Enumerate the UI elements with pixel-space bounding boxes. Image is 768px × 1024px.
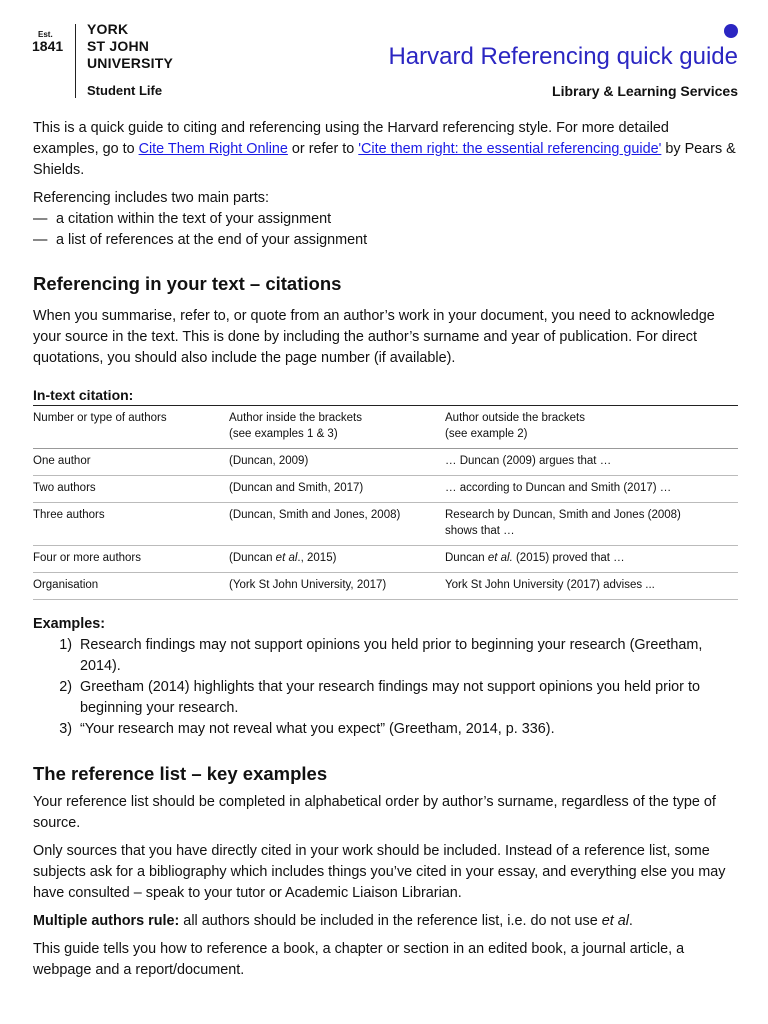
list-item — [33, 230, 738, 251]
list-item — [33, 209, 738, 230]
main-content — [33, 118, 738, 981]
intro-text-1: This is a quick guide to citing and referencing using the Harvard referencing style. For more detailed examples, go to — [33, 120, 669, 157]
col-header-text: Number or type of authors — [33, 412, 167, 424]
cell-type: Organisation — [33, 579, 99, 591]
cell-text: (2015) proved that … — [512, 552, 625, 564]
est-label: Est. — [38, 30, 53, 39]
list-item-text: a citation within the text of your assignment — [56, 211, 332, 227]
cell-inside: (York St John University, 2017) — [229, 579, 387, 591]
item-text: Greetham (2014) highlights that your research findings may not support opinions you held prior to beginning your research. — [80, 679, 700, 716]
rule-text: all authors should be included in the reference list, i.e. do not use — [179, 913, 602, 929]
cell-italic: et al — [275, 552, 298, 564]
citations-heading: Referencing in your text – citations — [33, 273, 342, 294]
table-row — [33, 573, 738, 600]
university-logo — [87, 21, 173, 72]
cell-type: One author — [33, 455, 91, 467]
cell-outside: … according to Duncan and Smith (2017) … — [445, 482, 672, 494]
col-header-text: Author outside the brackets — [445, 412, 585, 424]
table-header-row — [33, 406, 738, 449]
uni-line-2: ST JOHN — [87, 38, 150, 54]
uni-line-3: UNIVERSITY — [87, 55, 174, 71]
cell-inside: (Duncan, Smith and Jones, 2008) — [229, 509, 401, 521]
table-row — [33, 476, 738, 503]
rule-italic: et al — [601, 913, 629, 929]
cell-outside: … Duncan (2009) argues that … — [445, 455, 612, 467]
rule-end: . — [628, 913, 633, 929]
cell-text: ., 2015) — [297, 552, 337, 564]
reference-list-p1: Your reference list should be completed in alphabetical order by author’s surname, regardless of the type of source. — [33, 794, 716, 831]
examples-list — [33, 635, 738, 740]
col-header-subtext: (see examples 1 & 3) — [229, 428, 338, 440]
dash-symbol: — — [33, 232, 48, 248]
service-label: Library & Learning Services — [552, 83, 738, 99]
uni-line-1: YORK — [87, 21, 129, 37]
parts-intro: Referencing includes two main parts: — [33, 190, 269, 206]
cell-inside: (Duncan and Smith, 2017) — [229, 482, 364, 494]
examples-title: Examples: — [33, 616, 105, 632]
founding-year: 1841 — [32, 38, 64, 54]
cell-text: (Duncan — [229, 552, 276, 564]
cite-them-right-guide-link[interactable]: 'Cite them right: the essential referencing guide' — [358, 141, 662, 157]
list-item — [33, 719, 738, 740]
dash-symbol: — — [33, 211, 48, 227]
reference-list-p4: This guide tells you how to reference a book, a chapter or section in an edited book, a journal article, a webpage and a report/document. — [33, 941, 685, 978]
cell-inside — [229, 546, 445, 573]
cell-italic: et al. — [487, 552, 513, 564]
citations-body: When you summarise, refer to, or quote from an author’s work in your document, you need to acknowledge your source in the text. This is done by including the author’s surname and year of publication. For direct quotations, you should also include the page number (if available). — [33, 308, 715, 366]
intro-text-2: or refer to — [287, 141, 359, 157]
cell-outside — [445, 503, 738, 546]
student-life-label: Student Life — [87, 83, 163, 98]
item-number: 2) — [59, 679, 72, 695]
rule-label: Multiple authors rule: — [33, 913, 180, 929]
brand-dot-icon — [724, 24, 738, 38]
cell-type: Four or more authors — [33, 552, 142, 564]
item-number: 3) — [59, 721, 72, 737]
citation-table — [33, 405, 738, 600]
logo-divider — [75, 24, 76, 98]
table-row — [33, 503, 738, 546]
intro-paragraph — [33, 118, 738, 181]
col-header-text: Author inside the brackets — [229, 412, 362, 424]
table-title: In-text citation: — [33, 387, 134, 403]
reference-list-p2: Only sources that you have directly cited in your work should be included. Instead of a reference list, some subjects ask for a bibliography which includes things you’ve cited in your essay, and everything else you may have consulted – speak to your tutor or Academic Liaison Librarian. — [33, 843, 726, 901]
multiple-authors-rule — [33, 911, 738, 932]
intro-text-3: by Pears & Shields. — [33, 141, 736, 178]
col-header-outside — [445, 406, 738, 449]
table-row — [33, 546, 738, 573]
item-text: Research findings may not support opinions you held prior to beginning your research (Greetham, 2014). — [80, 637, 703, 674]
list-item — [33, 677, 738, 719]
col-header-inside — [229, 406, 445, 449]
cite-them-right-online-link[interactable]: Cite Them Right Online — [138, 141, 288, 157]
item-text: “Your research may not reveal what you expect” (Greetham, 2014, p. 336). — [80, 721, 555, 737]
col-header-subtext: (see example 2) — [445, 428, 528, 440]
cell-text: Research by Duncan, Smith and Jones (2008) — [445, 509, 681, 521]
cell-type: Two authors — [33, 482, 96, 494]
cell-outside: York St John University (2017) advises ... — [445, 579, 655, 591]
item-number: 1) — [59, 637, 72, 653]
page-title: Harvard Referencing quick guide — [388, 43, 738, 70]
cell-inside: (Duncan, 2009) — [229, 455, 309, 467]
reference-list-heading: The reference list – key examples — [33, 763, 328, 784]
list-item-text: a list of references at the end of your assignment — [56, 232, 368, 248]
col-header-type — [33, 406, 229, 449]
cell-text: Duncan — [445, 552, 488, 564]
table-row — [33, 449, 738, 476]
cell-text: shows that … — [445, 525, 515, 537]
cell-type: Three authors — [33, 509, 105, 521]
list-item — [33, 635, 738, 677]
cell-outside — [445, 546, 738, 573]
